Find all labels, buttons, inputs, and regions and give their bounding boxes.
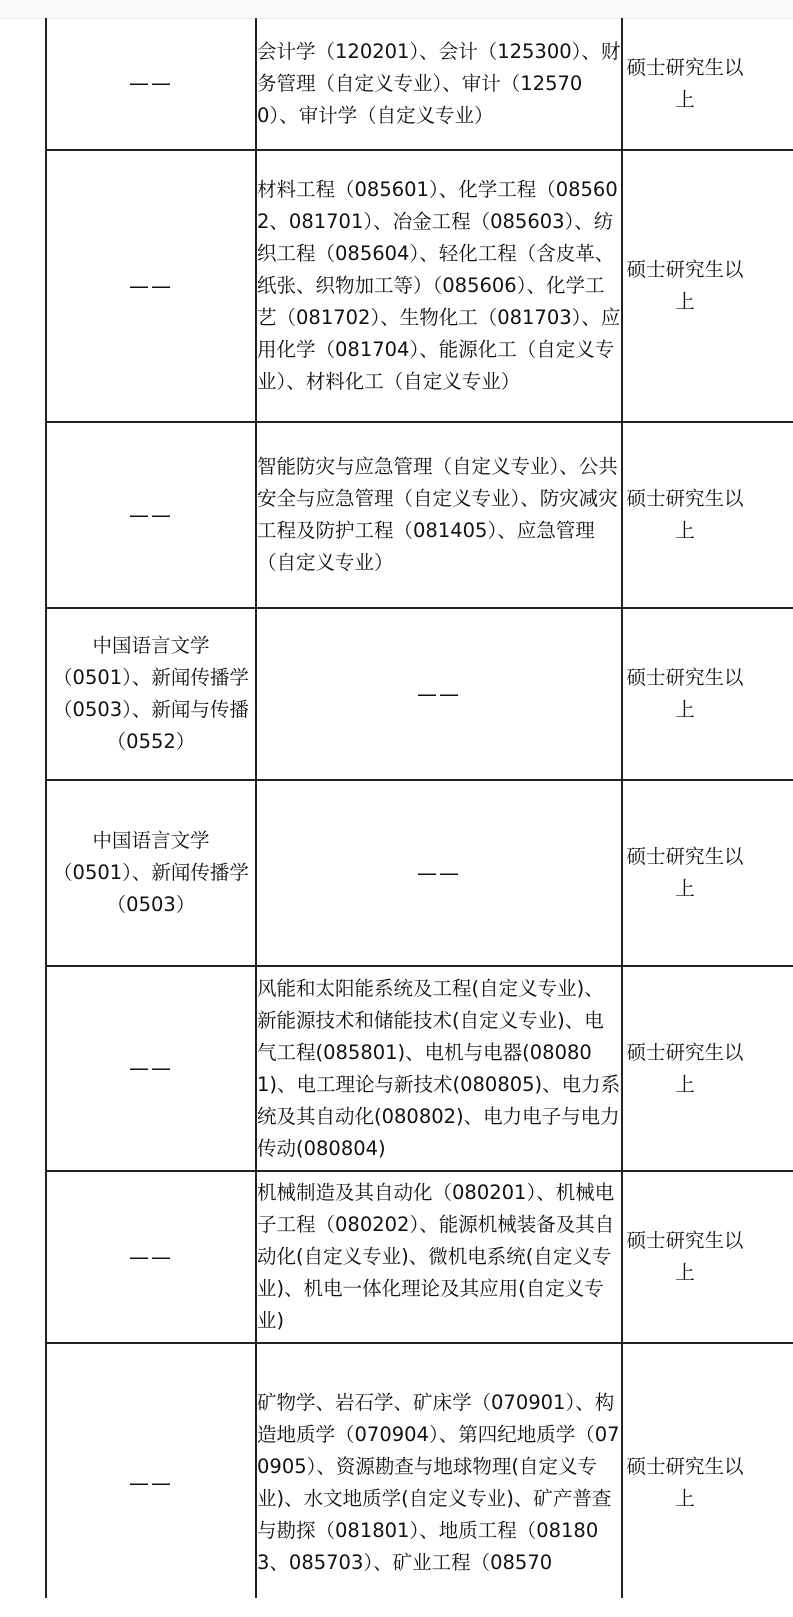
table-row [46, 780, 793, 966]
major-cell: 会计学（120201）、会计（125300）、财务管理（自定义专业）、审计（125700）、审计学（自定义专业） [256, 18, 622, 150]
degree-cell: 硕士研究生以上 [622, 966, 793, 1171]
table-row [46, 1171, 793, 1343]
degree-cell: 硕士研究生以上 [622, 1171, 793, 1343]
subject-cell: 中国语言文学（0501）、新闻传播学（0503） [46, 780, 256, 966]
subject-cell: —— [46, 150, 256, 422]
table-row [46, 422, 793, 608]
degree-cell: 硕士研究生以上 [622, 150, 793, 422]
recruitment-table [45, 18, 793, 1598]
bottom-blank-strip [0, 1598, 793, 1617]
subject-cell: —— [46, 1343, 256, 1598]
table-row [46, 150, 793, 422]
subject-cell: 中国语言文学（0501）、新闻传播学（0503）、新闻与传播（0552） [46, 608, 256, 780]
subject-cell: —— [46, 1171, 256, 1343]
degree-cell: 硕士研究生以上 [622, 422, 793, 608]
major-cell: —— [256, 608, 622, 780]
degree-cell: 硕士研究生以上 [622, 18, 793, 150]
degree-cell: 硕士研究生以上 [622, 780, 793, 966]
subject-cell: —— [46, 422, 256, 608]
table-row [46, 1343, 793, 1598]
major-cell: —— [256, 780, 622, 966]
degree-cell: 硕士研究生以上 [622, 1343, 793, 1598]
subject-cell: —— [46, 18, 256, 150]
top-status-strip [0, 0, 793, 19]
major-cell: 风能和太阳能系统及工程(自定义专业)、新能源技术和储能技术(自定义专业)、电气工程(085801)、电机与电器(080801)、电工理论与新技术(080805)、电力系统及其自动化(080802)、电力电子与电力传动(080804) [256, 966, 622, 1171]
table-scroll-area[interactable] [45, 18, 793, 1598]
subject-cell: —— [46, 966, 256, 1171]
major-cell: 智能防灾与应急管理（自定义专业）、公共安全与应急管理（自定义专业）、防灾减灾工程及防护工程（081405）、应急管理（自定义专业） [256, 422, 622, 608]
degree-cell: 硕士研究生以上 [622, 608, 793, 780]
major-cell: 材料工程（085601）、化学工程（085602、081701）、冶金工程（085603）、纺织工程（085604）、轻化工程（含皮革、纸张、织物加工等）（085606）、化学工艺（081702）、生物化工（081703）、应用化学（081704）、能源化工（自定义专业）、材料化工（自定义专业） [256, 150, 622, 422]
table-row [46, 966, 793, 1171]
major-cell: 矿物学、岩石学、矿床学（070901）、构造地质学（070904）、第四纪地质学（070905）、资源勘查与地球物理(自定义专业)、水文地质学(自定义专业)、矿产普查与勘探（081801）、地质工程（081803、085703）、矿业工程（08570 [256, 1343, 622, 1598]
major-cell: 机械制造及其自动化（080201）、机械电子工程（080202）、能源机械装备及其自动化(自定义专业)、微机电系统(自定义专业)、机电一体化理论及其应用(自定义专业) [256, 1171, 622, 1343]
table-row [46, 18, 793, 150]
table-row [46, 608, 793, 780]
